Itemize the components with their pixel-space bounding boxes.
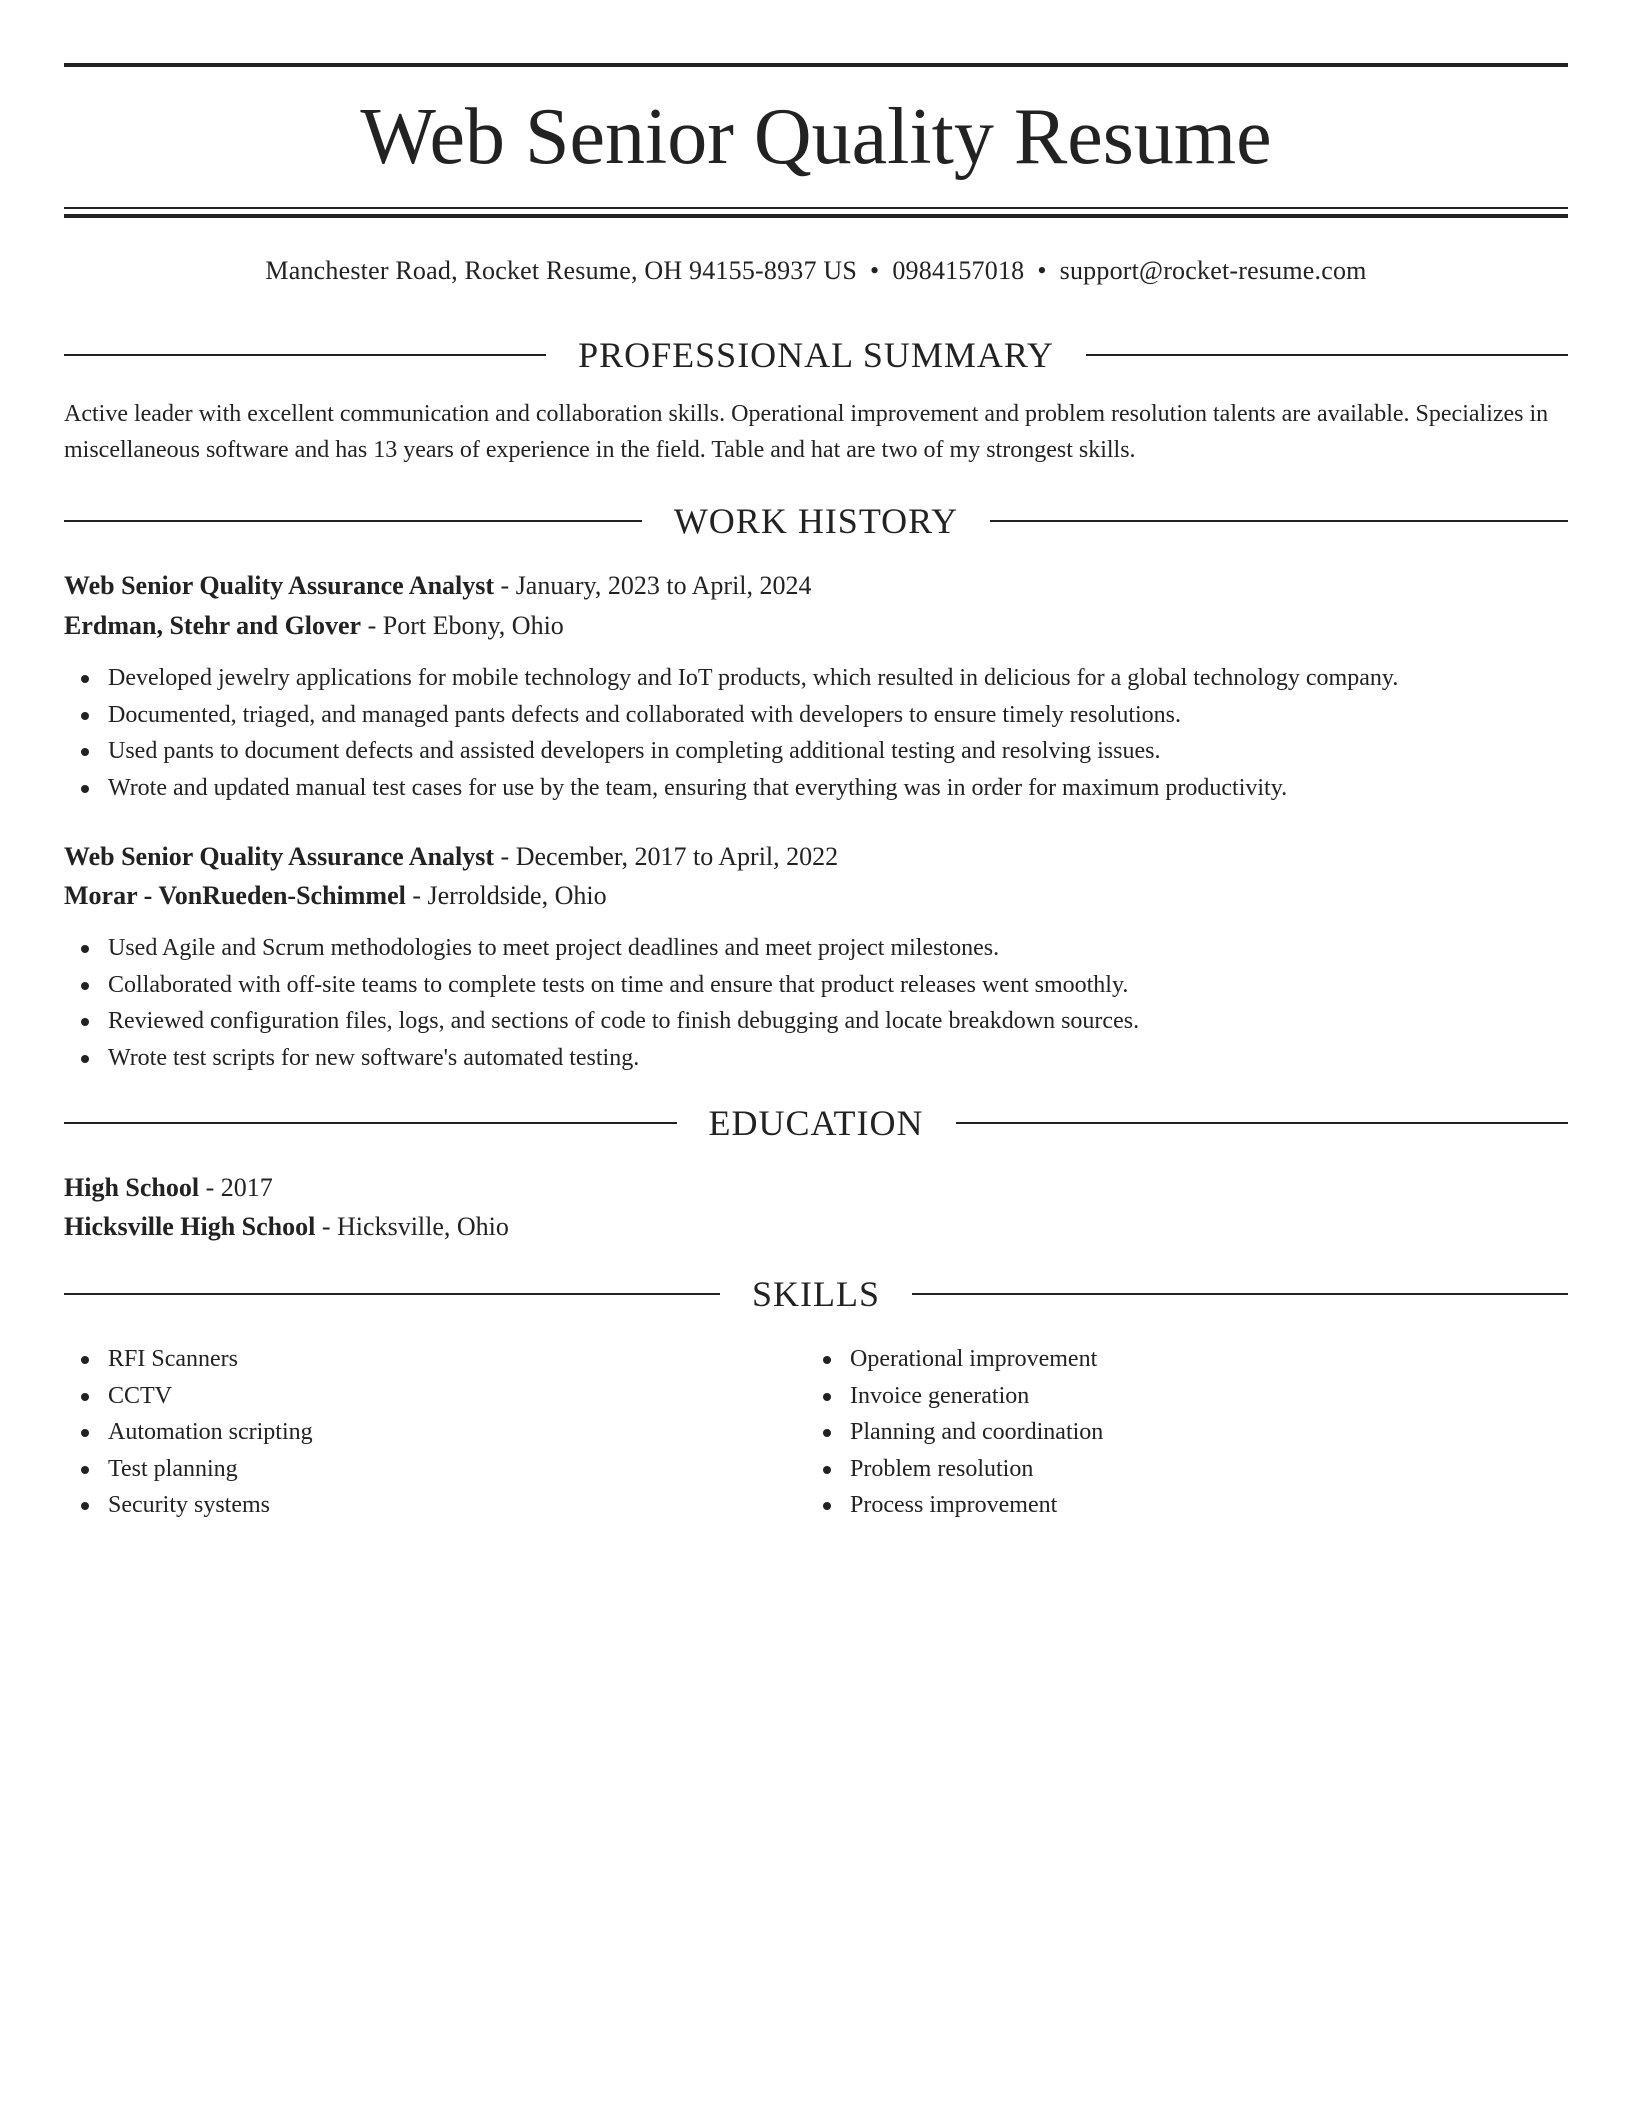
job-title: Web Senior Quality Assurance Analyst [64,571,495,600]
skills-list-right [806,1341,1632,1524]
summary-section-header [64,333,1568,377]
list-item: Wrote and updated manual test cases for use by the team, ensuring that everything was in order for maximum productivity. [64,770,1568,807]
list-item: Developed jewelry applications for mobile technology and IoT products, which resulted in delicious for a global technology company. [64,660,1568,697]
skill-item: Test planning [64,1451,1568,1488]
skill-item: Problem resolution [806,1451,1632,1488]
section-divider-line [64,1122,677,1124]
list-item: Used Agile and Scrum methodologies to meet project deadlines and meet project milestones. [64,930,1568,967]
skill-item: Process improvement [806,1487,1632,1524]
contact-separator: • [1037,256,1047,285]
contact-line [64,253,1568,289]
section-divider-line [1086,354,1568,356]
job-company: Erdman, Stehr and Glover [64,611,362,640]
section-divider-line [990,520,1568,522]
job-dates: - January, 2023 to April, 2024 [494,571,812,600]
list-item: Reviewed configuration files, logs, and sections of code to finish debugging and locate breakdown sources. [64,1003,1568,1040]
job-1-bullets [64,660,1568,806]
education-school: Hicksville High School [64,1212,316,1241]
contact-separator: • [870,256,880,285]
header-top-rule [64,63,1568,67]
skill-item: Operational improvement [806,1341,1632,1378]
skill-item: CCTV [64,1378,1568,1415]
resume-name: Web Senior Quality Resume [360,93,1272,181]
skills-heading: SKILLS [752,1274,881,1314]
section-divider-line [64,1293,720,1295]
job-dates: - December, 2017 to April, 2022 [494,842,839,871]
education-year: - 2017 [199,1173,273,1202]
header-bottom-rule-thin [64,207,1568,209]
contact-email[interactable]: support@rocket-resume.com [1059,256,1367,285]
skill-item: Invoice generation [806,1378,1632,1415]
education-degree-line [64,1170,1568,1206]
skill-item: RFI Scanners [64,1341,1568,1378]
job-2-bullets [64,930,1568,1076]
list-item: Collaborated with off-site teams to complete tests on time and ensure that product releases went smoothly. [64,967,1568,1004]
job-company: Morar - VonRueden-Schimmel [64,881,406,910]
list-item: Documented, triaged, and managed pants defects and collaborated with developers to ensure timely resolutions. [64,697,1568,734]
job-title: Web Senior Quality Assurance Analyst [64,842,495,871]
section-divider-line [956,1122,1569,1124]
job-1-title-line [64,568,1568,604]
skill-item: Security systems [64,1487,1568,1524]
work-section-header [64,499,1568,543]
job-2-company-line [64,878,1568,914]
job-location: - Port Ebony, Ohio [361,611,564,640]
skills-section-header [64,1272,1568,1316]
job-location: - Jerroldside, Ohio [405,881,607,910]
summary-heading: PROFESSIONAL SUMMARY [578,335,1054,375]
education-section-header [64,1101,1568,1145]
list-item: Used pants to document defects and assisted developers in completing additional testing and resolving issues. [64,733,1568,770]
contact-address: Manchester Road, Rocket Resume, OH 94155-8937 US [265,256,858,285]
skill-item: Automation scripting [64,1414,1568,1451]
job-1-company-line [64,608,1568,644]
section-divider-line [912,1293,1568,1295]
education-heading: EDUCATION [708,1103,924,1143]
skill-item: Planning and coordination [806,1414,1632,1451]
section-divider-line [64,520,642,522]
list-item: Wrote test scripts for new software's automated testing. [64,1040,1568,1077]
education-location: - Hicksville, Ohio [315,1212,509,1241]
summary-text: Active leader with excellent communication and collaboration skills. Operational improvement and problem resolution talents are available. Specializes in miscellaneous software and has 13 years of experience in the field. Table and hat are two of my strongest skills. [64,401,1549,463]
header-bottom-rule-thick [64,214,1568,218]
section-divider-line [64,354,546,356]
work-heading: WORK HISTORY [673,501,959,541]
job-2-title-line [64,839,1568,875]
contact-phone: 0984157018 [892,256,1025,285]
education-degree: High School [64,1173,200,1202]
education-school-line [64,1209,1568,1245]
